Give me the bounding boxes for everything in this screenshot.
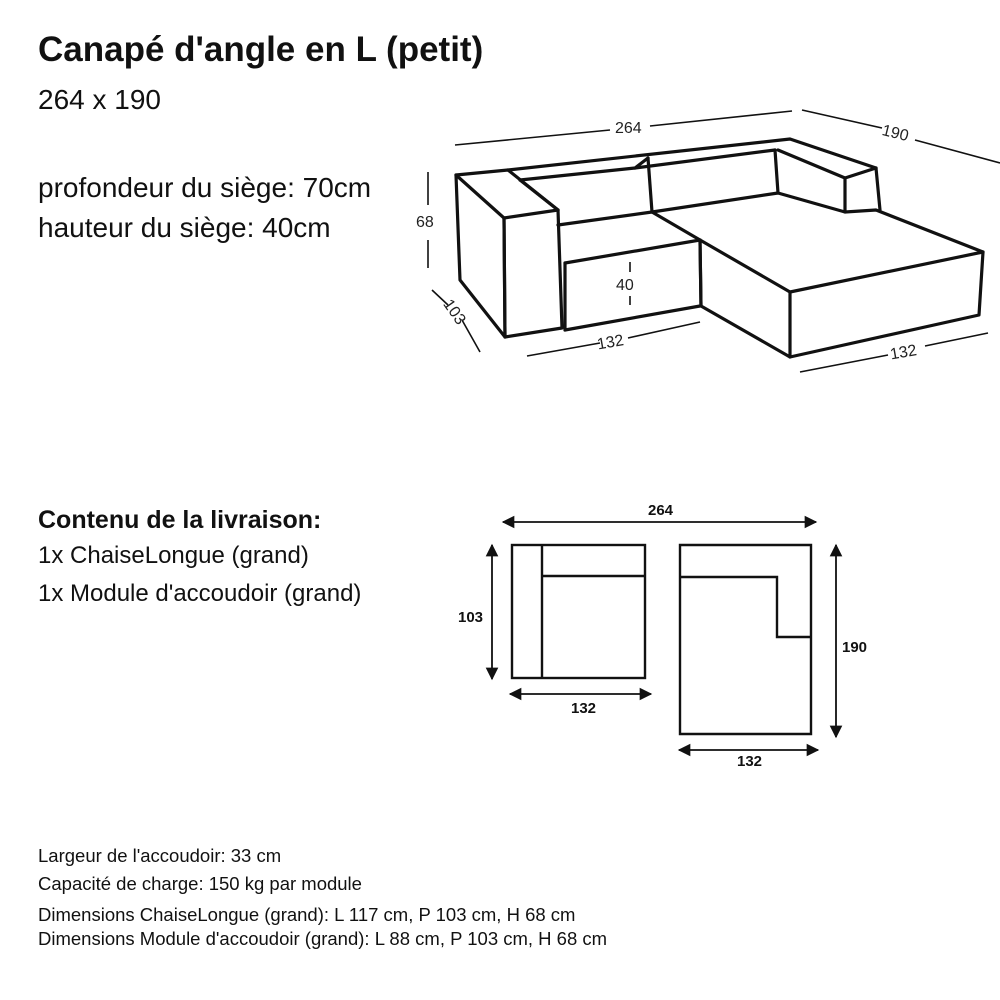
perspective-dimension-lines [428, 110, 1000, 372]
dim-right-width: 132 [888, 342, 919, 364]
page-title: Canapé d'angle en L (petit) [38, 30, 484, 69]
delivery-item-chaise: 1x ChaiseLongue (grand) [38, 542, 309, 569]
dim-total-width: 264 [615, 120, 642, 137]
dim-left-width: 132 [595, 332, 626, 354]
chaise-module-outline [680, 545, 811, 734]
seat-height-spec: hauteur du siège: 40cm [38, 212, 331, 243]
note-armrest-width: Largeur de l'accoudoir: 33 cm [38, 845, 282, 866]
note-armrest-module-dimensions: Dimensions Module d'accoudoir (grand): L 88 cm, P 103 cm, H 68 cm [38, 928, 608, 949]
plan-dim-chaise-depth: 190 [842, 639, 868, 656]
overall-dimensions: 264 x 190 [38, 84, 161, 115]
plan-dim-chaise-width: 132 [737, 753, 763, 770]
delivery-heading: Contenu de la livraison: [38, 506, 322, 534]
plan-view-drawing [512, 545, 811, 734]
seat-depth-spec: profondeur du siège: 70cm [38, 172, 372, 203]
note-chaise-dimensions: Dimensions ChaiseLongue (grand): L 117 cm, P 103 cm, H 68 cm [38, 904, 576, 925]
dim-seat-height: 40 [616, 277, 634, 294]
dim-total-depth: 190 [880, 122, 911, 146]
delivery-item-armrest: 1x Module d'accoudoir (grand) [38, 580, 362, 607]
plan-dim-total-width: 264 [648, 502, 674, 519]
plan-dim-armrest-depth: 103 [458, 609, 484, 626]
sofa-perspective-drawing [456, 139, 983, 357]
dim-module-depth: 103 [439, 296, 469, 329]
dim-height: 68 [416, 214, 434, 231]
note-load-capacity: Capacité de charge: 150 kg par module [38, 873, 362, 894]
armrest-module-outline [512, 545, 645, 678]
plan-dim-armrest-width: 132 [571, 700, 597, 717]
